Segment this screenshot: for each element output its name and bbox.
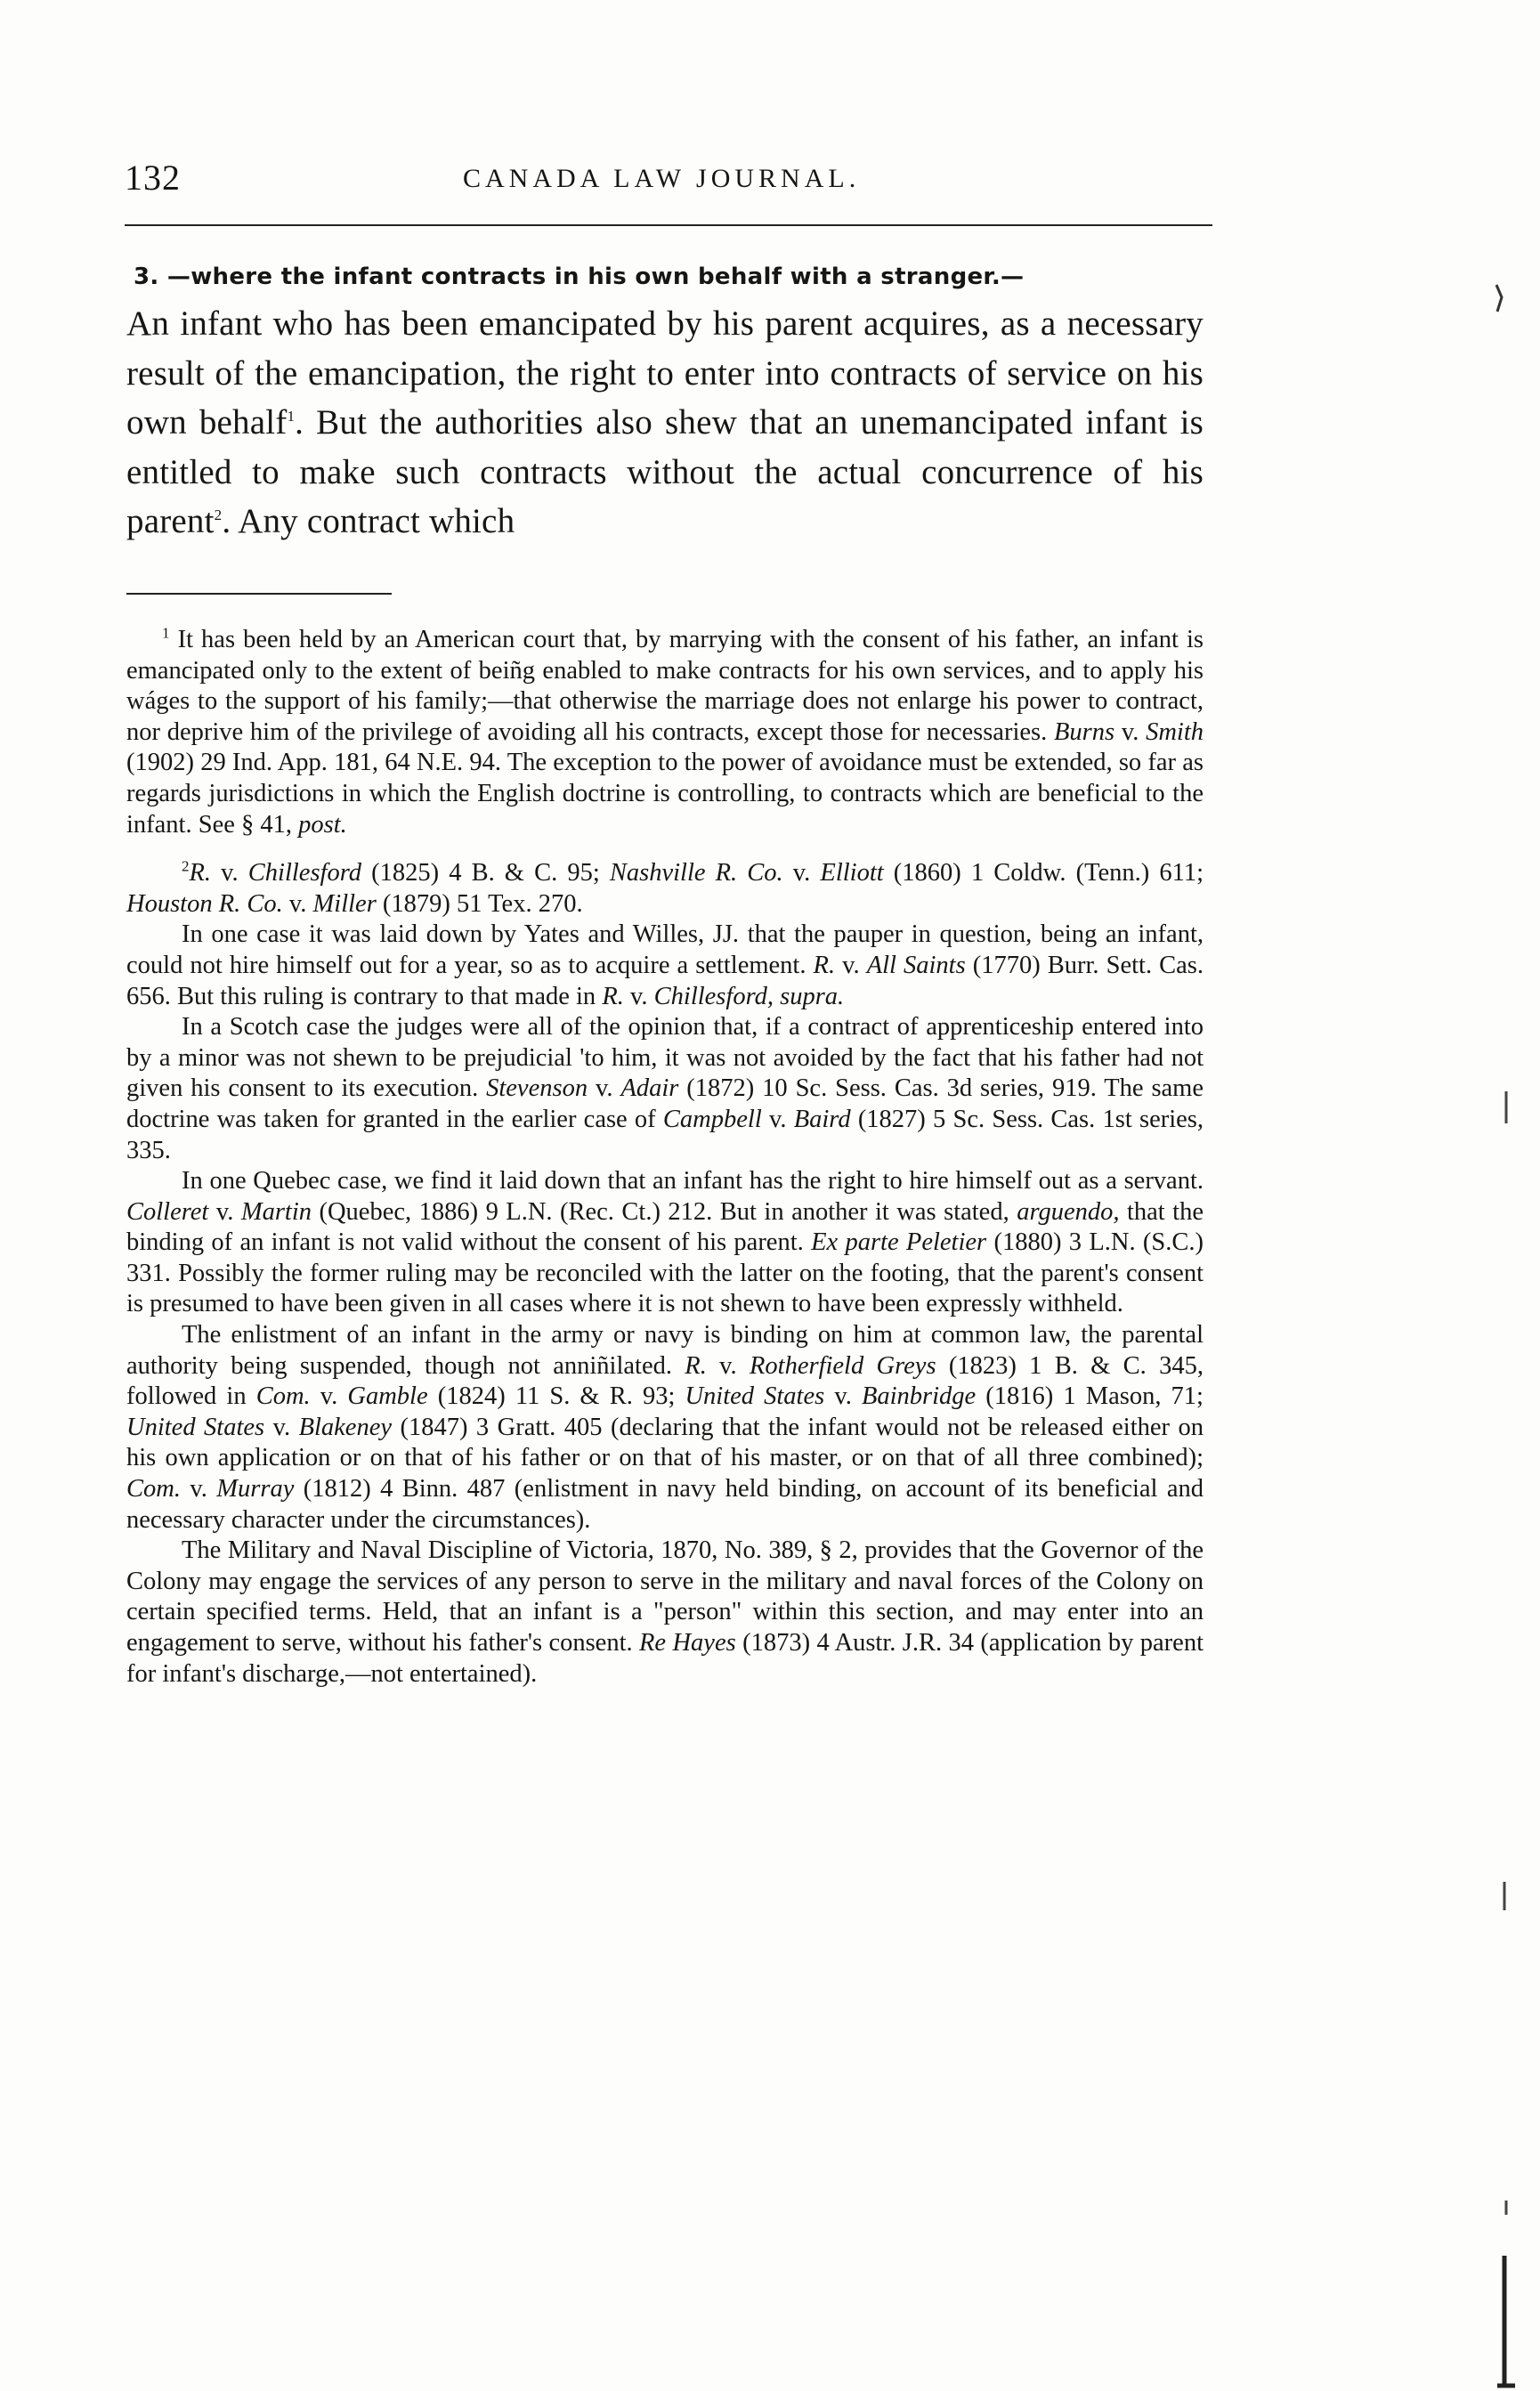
footnote-paragraph [126,920,1204,1012]
text-span: (1860) 1 Coldw. (Tenn.) 611; [883,859,1204,888]
text-span: (1816) 1 Mason, 71; [976,1382,1204,1411]
footnote-paragraph [126,1320,1204,1536]
header-rule [125,224,1212,226]
text-span: (1812) 4 Binn. 487 (enlistment in navy held binding, on account of its beneficial and necessary character under the circumstances). [126,1475,1204,1534]
text-span: (1880) 3 L.N. (S.C.) 331. Possibly the former ruling may be reconciled with the latter on the footing, that the parent's consent is presumed to have been given in all cases where it is not shewn to have been expressly withheld. [126,1228,1204,1318]
text-span: The Military and Naval Discipline of Victoria, 1870, No. 389, § 2, provides that the Governor of the Colony may engage the services of any person to serve in the military and naval forces of the Colony on certain specified terms. Held, that an infant is a "person" within this section, and may enter into an engagement to serve, without his father's consent. [126,1536,1204,1657]
text-span: (1824) 11 S. & R. 93; [427,1382,685,1411]
footnote-1 [126,625,1204,840]
margin-speck [1494,283,1504,313]
text-span: (Quebec, 1886) 9 L.N. (Rec. Ct.) 212. But in another it was stated, [312,1197,1017,1226]
text-span: v. [588,1074,621,1103]
text-span: The enlistment of an infant in the army or navy is binding on him at common law, the parental authority being suspended, though not anniñilated. [126,1321,1204,1380]
case-name: Murray [216,1475,295,1503]
case-name: Smith [1146,717,1204,746]
case-name: Com. [255,1382,311,1411]
text-span: (1827) 5 Sc. Sess. Cas. 1st series, 335. [126,1105,1204,1164]
margin-binding-mark [1492,2252,1519,2391]
case-name: Rotherfield Greys [750,1351,936,1380]
section-heading: 3. —where the infant contracts in his own behalf with a stranger.— [134,263,1025,290]
text-span: (1902) 29 Ind. App. 181, 64 N.E. 94. The exception to the power of avoidance must be extended, so far as regards jurisdictions in which the English doctrine is controlling, to contracts which are beneficial to the infant. See § 41, [126,749,1204,839]
text-span: (1770) Burr. Sett. Cas. 656. But this ruling is contrary to that made in [126,951,1204,1010]
footnote-paragraph [126,1012,1204,1166]
body-text-span: . But the authorities also shew that an unemancipated infant is entitled to make such contracts without the actual concurrence of his parent [126,403,1204,540]
margin-speck [1503,2199,1510,2217]
case-name: Com. [126,1475,181,1503]
text-span: v. [706,1351,750,1380]
case-name: Elliott [820,859,884,888]
text-span: (1873) 4 Austr. J.R. 34 (application by parent for infant's discharge,—not entertained). [126,1629,1204,1688]
text-span: v. [264,1413,299,1441]
text-span: v. [180,1475,217,1503]
body-paragraph [126,299,1204,547]
footnote-paragraph [126,858,1204,920]
footnote-ref-1: 1 [287,408,296,425]
cross-reference: post. [298,810,347,839]
journal-title: CANADA LAW JOURNAL. [463,164,861,193]
text-span: that the binding of an infant is not valid without the consent of his parent. [126,1197,1204,1257]
case-name: Adair [620,1074,679,1103]
text-span: v. [761,1105,794,1133]
text-span: v. [310,1382,348,1411]
case-name: Ex parte Peletier [811,1228,987,1257]
case-name: Gamble [347,1382,428,1411]
case-name: Re Hayes [639,1629,736,1657]
footnote-marker: 1 [162,624,170,642]
footnote-paragraph [126,1536,1204,1690]
text-span: v. [282,889,313,918]
text-span: (1825) 4 B. & C. 95; [361,859,610,888]
footnotes [126,625,1204,1690]
case-name: All Saints [866,951,966,979]
body-text-span: An infant who has been emancipated by his parent acquires, as a necessary result of the emancipation, the right to enter into contracts of service on his own behalf [126,304,1204,442]
case-name: Chillesford [247,859,362,888]
page-number: 132 [125,158,181,198]
running-head [125,157,1211,210]
text-span: v. [1114,717,1147,746]
footnote-paragraph [126,1166,1204,1320]
text-span: v. [623,982,654,1010]
case-name: R. [189,859,212,888]
case-name: United States [685,1382,825,1411]
body-text-span: . Any contract which [222,502,515,540]
text-span: (1847) 3 Gratt. 405 (declaring that the infant would not be released either on his own application or on that of his father or on that of his master, or on that of all three combined); [126,1413,1204,1472]
case-name: Burns [1053,717,1115,746]
case-name: Blakeney [298,1413,392,1441]
case-name: R. [813,951,836,979]
text-span: (1823) 1 B. & C. 345, followed in [126,1351,1204,1411]
footnote-rule [126,593,392,595]
text-span: v. [824,1382,862,1411]
case-name: Campbell [662,1105,762,1133]
margin-speck [1503,1090,1510,1125]
case-name: Martin [240,1197,312,1226]
case-name: R. [602,982,624,1010]
case-name: Chillesford, supra. [653,982,845,1010]
case-name: Baird [793,1105,851,1133]
case-name: Houston R. Co. [126,889,283,918]
footnote-marker: 2 [182,857,190,875]
case-name: Stevenson [486,1074,588,1103]
footnote-2 [126,858,1204,1690]
footnote-ref-2: 2 [214,507,223,523]
latin-term: arguendo, [1017,1197,1120,1226]
case-name: Miller [312,889,377,918]
text-span: In one Quebec case, we find it laid down that an infant has the right to hire himself out as a servant. [182,1167,1204,1196]
main-text [126,263,1204,547]
case-name: R. [685,1351,707,1380]
text-span: v. [211,859,248,888]
text-span: In a Scotch case the judges were all of the opinion that, if a contract of apprenticeship entered into by a minor was not shewn to be prejudicial 'to him, it was not avoided by the fact that his father had not given his consent to its execution. [126,1013,1204,1103]
text-span: v. [208,1197,241,1226]
footnote-paragraph [126,625,1204,840]
margin-speck [1501,1880,1508,1912]
text-span: (1872) 10 Sc. Sess. Cas. 3d series, 919. The same doctrine was taken for granted in the earlier case of [126,1074,1204,1133]
text-span: v. [835,951,867,979]
case-name: Nashville R. Co. [609,859,783,888]
text-span: In one case it was laid down by Yates and Willes, JJ. that the pauper in question, being an infant, could not hire himself out for a year, so as to acquire a settlement. [126,920,1204,979]
text-span: (1879) 51 Tex. 270. [376,889,583,918]
text-span: v. [782,859,821,888]
case-name: United States [126,1413,265,1441]
case-name: Colleret [126,1197,209,1226]
text-span: It has been held by an American court that, by marrying with the consent of his father, an infant is emancipated only to the extent of beiñg enabled to make contracts for his own services, and to apply his wáges to the support of his family;—that otherwise the marriage does not enlarge his power to contract, nor deprive him of the privilege of avoiding all his contracts, except those for necessaries. [126,626,1204,746]
case-name: Bainbridge [861,1382,977,1411]
